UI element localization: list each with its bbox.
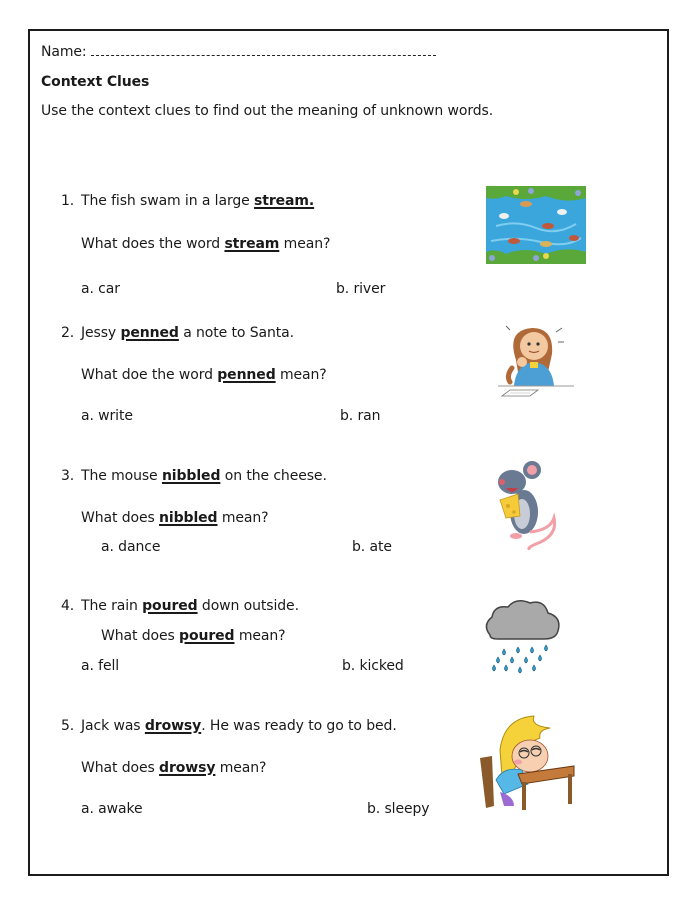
- keyword: nibbled: [161, 468, 221, 484]
- sentence-text: The mouse: [81, 468, 162, 484]
- keyword: poured: [142, 598, 198, 614]
- prompt-keyword: nibbled: [159, 510, 218, 526]
- option-b[interactable]: b. ate: [352, 539, 392, 555]
- option-a[interactable]: a. dance: [101, 539, 161, 555]
- prompt-keyword: stream: [224, 236, 280, 252]
- sentence-text: . He was ready to go to bed.: [201, 718, 397, 734]
- instructions: Use the context clues to find out the meaning of unknown words.: [41, 103, 494, 119]
- girl-writing-image: [496, 320, 576, 400]
- prompt-keyword: penned: [217, 367, 276, 383]
- question-prompt: [101, 627, 285, 645]
- question-number: 3.: [61, 468, 75, 484]
- sentence-text: The fish swam in a large: [81, 193, 255, 209]
- prompt-keyword: drowsy: [159, 760, 216, 776]
- option-b[interactable]: b. ran: [340, 408, 381, 424]
- option-b[interactable]: b. river: [336, 281, 386, 297]
- sentence-text: Jessy: [81, 325, 121, 341]
- prompt-text: mean?: [215, 760, 267, 776]
- prompt-text: What does: [81, 760, 160, 776]
- prompt-text: mean?: [234, 628, 286, 644]
- prompt-text: mean?: [275, 367, 327, 383]
- rain-cloud-image: [482, 595, 562, 675]
- question-number: 4.: [61, 598, 75, 614]
- option-a[interactable]: a. write: [81, 408, 133, 424]
- option-a[interactable]: a. car: [81, 281, 120, 297]
- sentence-text: a note to Santa.: [178, 325, 294, 341]
- name-field-row: [41, 43, 436, 61]
- sleepy-boy-at-desk-image: [474, 710, 576, 816]
- prompt-text: What does: [81, 510, 160, 526]
- stream-with-fish-image: [486, 186, 586, 264]
- option-a[interactable]: a. fell: [81, 658, 120, 674]
- question-sentence: [81, 717, 397, 735]
- prompt-text: mean?: [217, 510, 269, 526]
- keyword: drowsy: [144, 718, 202, 734]
- question-sentence: [81, 324, 294, 342]
- prompt-keyword: poured: [179, 628, 235, 644]
- prompt-text: What does: [101, 628, 180, 644]
- name-label: Name:: [41, 44, 87, 60]
- option-b[interactable]: b. sleepy: [367, 801, 430, 817]
- option-a[interactable]: a. awake: [81, 801, 143, 817]
- option-b[interactable]: b. kicked: [342, 658, 404, 674]
- sentence-text: on the cheese.: [220, 468, 327, 484]
- question-prompt: [81, 509, 268, 527]
- prompt-text: What doe the word: [81, 367, 218, 383]
- prompt-text: What does the word: [81, 236, 225, 252]
- prompt-text: mean?: [279, 236, 331, 252]
- question-number: 1.: [61, 193, 75, 209]
- question-prompt: [81, 366, 327, 384]
- name-input-line[interactable]: [91, 43, 436, 56]
- keyword: penned: [120, 325, 179, 341]
- question-number: 2.: [61, 325, 75, 341]
- question-prompt: [81, 759, 266, 777]
- keyword: stream.: [254, 193, 315, 209]
- worksheet-title: Context Clues: [41, 74, 150, 90]
- sentence-text: down outside.: [197, 598, 299, 614]
- sentence-text: The rain: [81, 598, 143, 614]
- question-sentence: [81, 467, 327, 485]
- question-sentence: [81, 192, 314, 210]
- mouse-with-cheese-image: [496, 460, 562, 550]
- sentence-text: Jack was: [81, 718, 145, 734]
- question-number: 5.: [61, 718, 75, 734]
- question-sentence: [81, 597, 299, 615]
- question-prompt: [81, 235, 330, 253]
